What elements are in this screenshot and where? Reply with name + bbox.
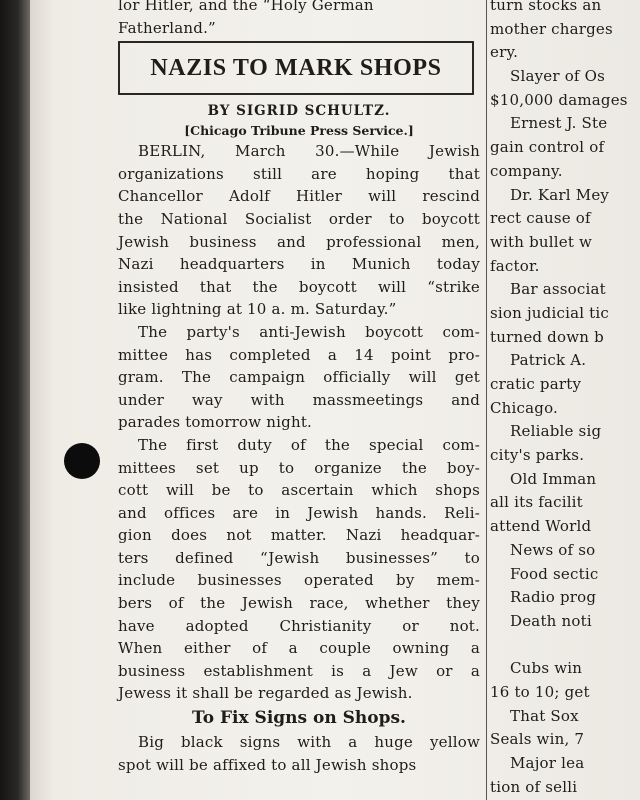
column-rule: [486, 0, 487, 800]
text-line: Big black signs with a huge yellow: [138, 733, 480, 752]
sidebar-line: Chicago.: [490, 398, 559, 417]
text-line: parades tomorrow night.: [118, 413, 313, 432]
sidebar-line: $10,000 damages: [490, 90, 628, 109]
sidebar-line: Major lea: [510, 754, 585, 772]
binder-hole: [64, 443, 100, 479]
sidebar-line: sion judicial tic: [490, 303, 609, 322]
paragraph: [118, 140, 480, 321]
sidebar-line: Reliable sig: [510, 422, 602, 441]
text-line: Chancellor Adolf Hitler will rescind: [118, 187, 480, 206]
text-line: Nazi headquarters in Munich today: [118, 255, 480, 274]
text-line: under way with massmeetings and: [118, 390, 480, 409]
subheading: To Fix Signs on Shops.: [192, 708, 406, 729]
sidebar-line: rect cause of: [490, 209, 591, 228]
article-column: [118, 0, 480, 776]
sidebar-line: 16 to 10; get: [490, 682, 590, 701]
sidebar-line: Patrick A.: [510, 351, 587, 370]
text-line: gion does not matter. Nazi headquar-: [118, 526, 480, 545]
text-line: business establishment is a Jew or a: [118, 661, 480, 680]
sidebar-line: Radio prog: [510, 588, 597, 607]
sidebar-line: city's parks.: [490, 446, 585, 465]
text-line: the National Socialist order to boycott: [118, 209, 480, 228]
sidebar-line: all its facilit: [490, 493, 583, 512]
paragraph: [118, 321, 480, 434]
sidebar-line: Ernest J. Ste: [510, 114, 608, 133]
paragraph: [118, 434, 480, 705]
text-line: like lightning at 10 a. m. Saturday.”: [118, 300, 397, 319]
sidebar-line: Food sectic: [510, 564, 599, 583]
page-binding-edge: [0, 0, 30, 800]
text-line: mittee has completed a 14 point pro-: [118, 345, 480, 364]
press-credit: [Chicago Tribune Press Service.]: [184, 123, 414, 139]
text-line: cott will be to ascertain which shops: [118, 481, 480, 500]
sidebar-line: [490, 634, 640, 658]
sidebar-line: Old Imman: [510, 469, 597, 488]
text-line: When either of a couple owning a: [118, 639, 480, 658]
sidebar-line: turn stocks an: [490, 0, 602, 14]
sidebar-line: tion of selli: [490, 777, 578, 796]
text-line: bers of the Jewish race, whether they: [118, 594, 480, 613]
sidebar-line: with bullet w: [490, 232, 593, 251]
text-line: spot will be affixed to all Jewish shops: [118, 755, 417, 774]
sidebar-line: That Sox: [510, 706, 579, 725]
sidebar-line: Seals win, 7: [490, 730, 585, 749]
sidebar-line: gain control of: [490, 138, 605, 157]
text-line: The first duty of the special com-: [138, 435, 480, 454]
continued-line: lor Hitler, and the “Holy German: [118, 0, 374, 14]
sidebar-line: factor.: [490, 256, 540, 275]
sidebar-line: attend World: [490, 517, 592, 536]
sidebar-line: News of so: [510, 540, 596, 559]
text-line: have adopted Christianity or not.: [118, 616, 480, 635]
sidebar-column: [490, 0, 640, 799]
text-line: Jewish business and professional men,: [118, 232, 480, 251]
sidebar-line: turned down b: [490, 327, 604, 346]
text-line: insisted that the boycott will “strike: [118, 277, 480, 296]
sidebar-line: Cubs win: [510, 659, 583, 678]
text-line: Jewess it shall be regarded as Jewish.: [118, 684, 413, 703]
paragraph: [118, 731, 480, 776]
headline-box: [118, 41, 474, 95]
sidebar-line: Slayer of Os: [510, 67, 606, 86]
text-line: organizations still are hoping that: [118, 164, 480, 183]
text-line: The party's anti-Jewish boycott com-: [138, 322, 480, 341]
text-line: ters defined “Jewish businesses” to: [118, 548, 480, 567]
text-line: and offices are in Jewish hands. Reli-: [118, 503, 480, 522]
text-line: gram. The campaign officially will get: [118, 368, 480, 387]
sidebar-line: cratic party: [490, 375, 582, 393]
sidebar-line: Dr. Karl Mey: [510, 185, 610, 204]
byline: BY SIGRID SCHULTZ.: [207, 103, 391, 120]
text-line: mittees set up to organize the boy-: [118, 458, 480, 477]
headline: NAZIS TO MARK SHOPS: [150, 54, 442, 81]
sidebar-line: Bar associat: [510, 280, 606, 299]
text-line: BERLIN, March 30.—While Jewish: [138, 142, 480, 161]
continued-line: Fatherland.”: [118, 18, 216, 37]
sidebar-line: mother charges: [490, 19, 613, 38]
sidebar-line: ery.: [490, 43, 519, 62]
sidebar-line: Death noti: [510, 611, 592, 630]
text-line: include businesses operated by mem-: [118, 571, 480, 590]
sidebar-line: company.: [490, 161, 563, 180]
